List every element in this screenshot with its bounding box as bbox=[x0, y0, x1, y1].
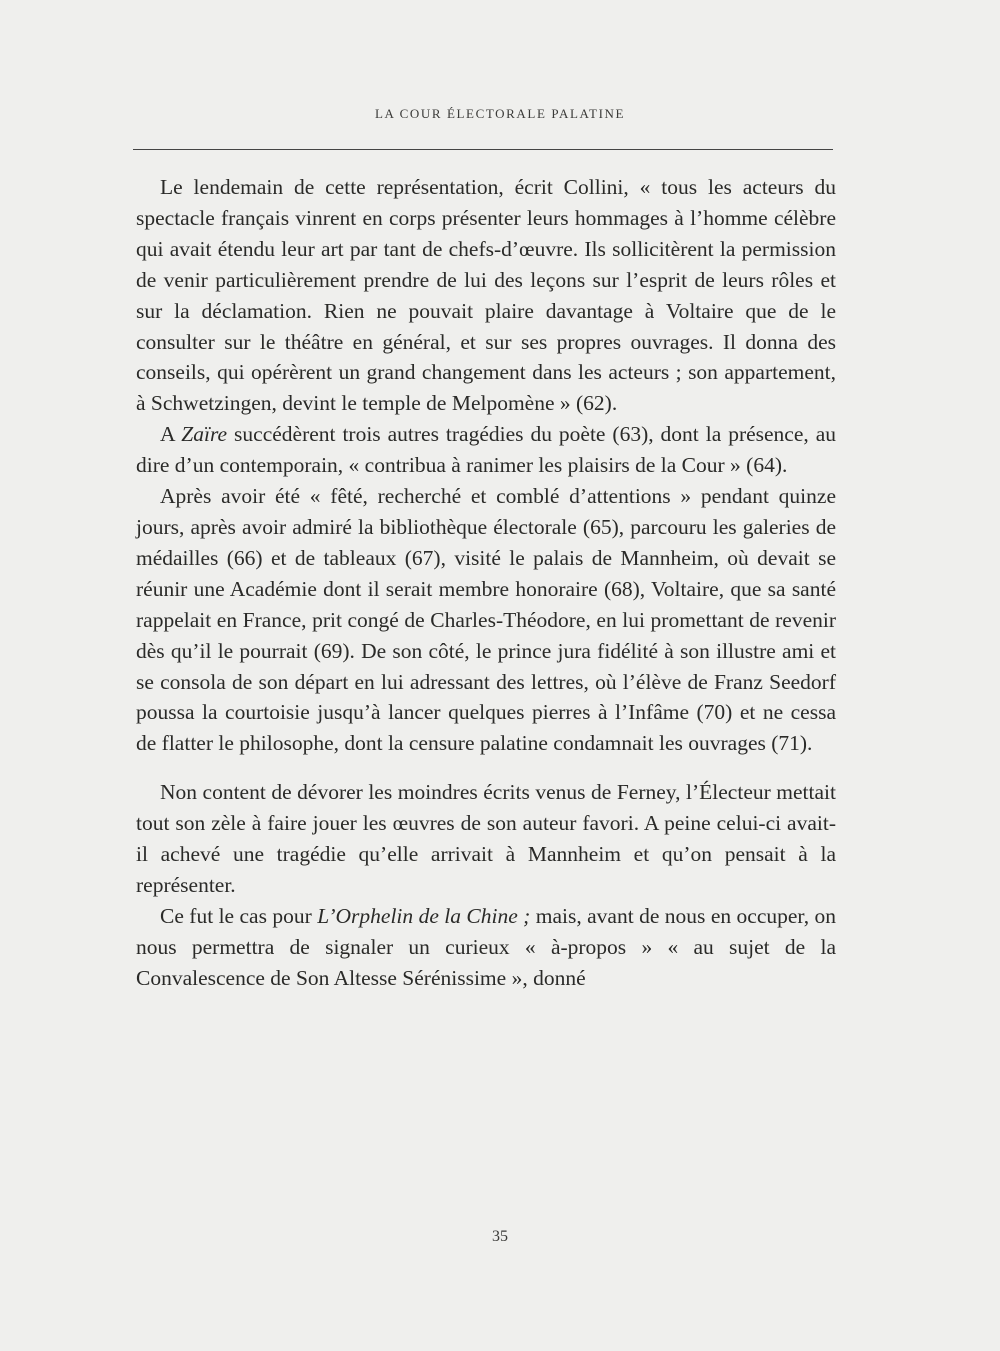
play-title-zaire: Zaïre bbox=[181, 422, 228, 447]
running-title: LA COUR ÉLECTORALE PALATINE bbox=[374, 106, 626, 121]
paragraph-text: Ce fut le cas pour bbox=[160, 903, 318, 928]
paragraph-text: Le lendemain de cette représentation, écrit Collini, « tous les acteurs du spectacle français vinrent en corps présenter leurs hommages à l’homme célèbre qui avait étendu leur art par tant de chefs-d’œuvre. Ils sollicitèrent la permission de venir particulièrement prendre de lui des leçons sur l’esprit de leurs rôles et sur la déclamation. Rien ne pouvait plaire davantage à Voltaire que de le consulter sur le théâtre en général, et sur ses propres ouvrages. Il donna des conseils, qui opérèrent un grand changement dans les acteurs ; son appartement, à Schwetzingen, devint le temple de Melpomène » (62). bbox=[136, 175, 836, 416]
paragraph-text: mais, avant de nous en occuper, on nous permettra de signaler un curieux « à-propos » « au sujet de la Convalescence de Son Altesse Sérénissime », donné bbox=[136, 903, 836, 990]
paragraph-voltaire-departure bbox=[136, 481, 836, 759]
header-rule bbox=[133, 149, 833, 150]
paragraph-elector-zeal bbox=[136, 777, 836, 901]
paragraph-zaire bbox=[136, 419, 836, 481]
paragraph-text: A bbox=[160, 422, 182, 447]
paragraph-orphelin bbox=[136, 901, 836, 994]
paragraph-collini-quote bbox=[136, 172, 836, 419]
page-number: 35 bbox=[492, 1228, 508, 1245]
paragraph-text: Non content de dévorer les moindres écrits venus de Ferney, l’Électeur mettait tout son zèle à faire jouer les œuvres de son auteur favori. A peine celui-ci avait-il achevé une tragédie qu’elle arrivait à Mannheim et qu’on pensait à la représenter. bbox=[136, 780, 836, 897]
body-text bbox=[136, 172, 836, 994]
paragraph-text: succédèrent trois autres tragédies du poète (63), dont la présence, au dire d’un contemporain, « contribua à ranimer les plaisirs de la Cour » (64). bbox=[136, 422, 837, 478]
paragraph-text: Après avoir été « fêté, recherché et comblé d’attentions » pendant quinze jours, après avoir admiré la bibliothèque électorale (65), parcouru les galeries de médailles (66) et de tableaux (67), visité le palais de Mannheim, où devait se réunir une Académie dont il serait membre honoraire (68), Voltaire, que sa santé rappelait en France, prit congé de Charles-Théodore, en lui promettant de revenir dès qu’il le pourrait (69). De son côté, le prince jura fidélité à son illustre ami et se consola de son départ en lui adressant des lettres, où l’élève de Franz Seedorf poussa la courtoisie jusqu’à lancer quelques pierres à l’Infâme (70) et ne cessa de flatter le philosophe, dont la censure palatine condamnait les ouvrages (71). bbox=[136, 484, 836, 756]
play-title-orphelin: L’Orphelin de la Chine ; bbox=[317, 903, 531, 928]
